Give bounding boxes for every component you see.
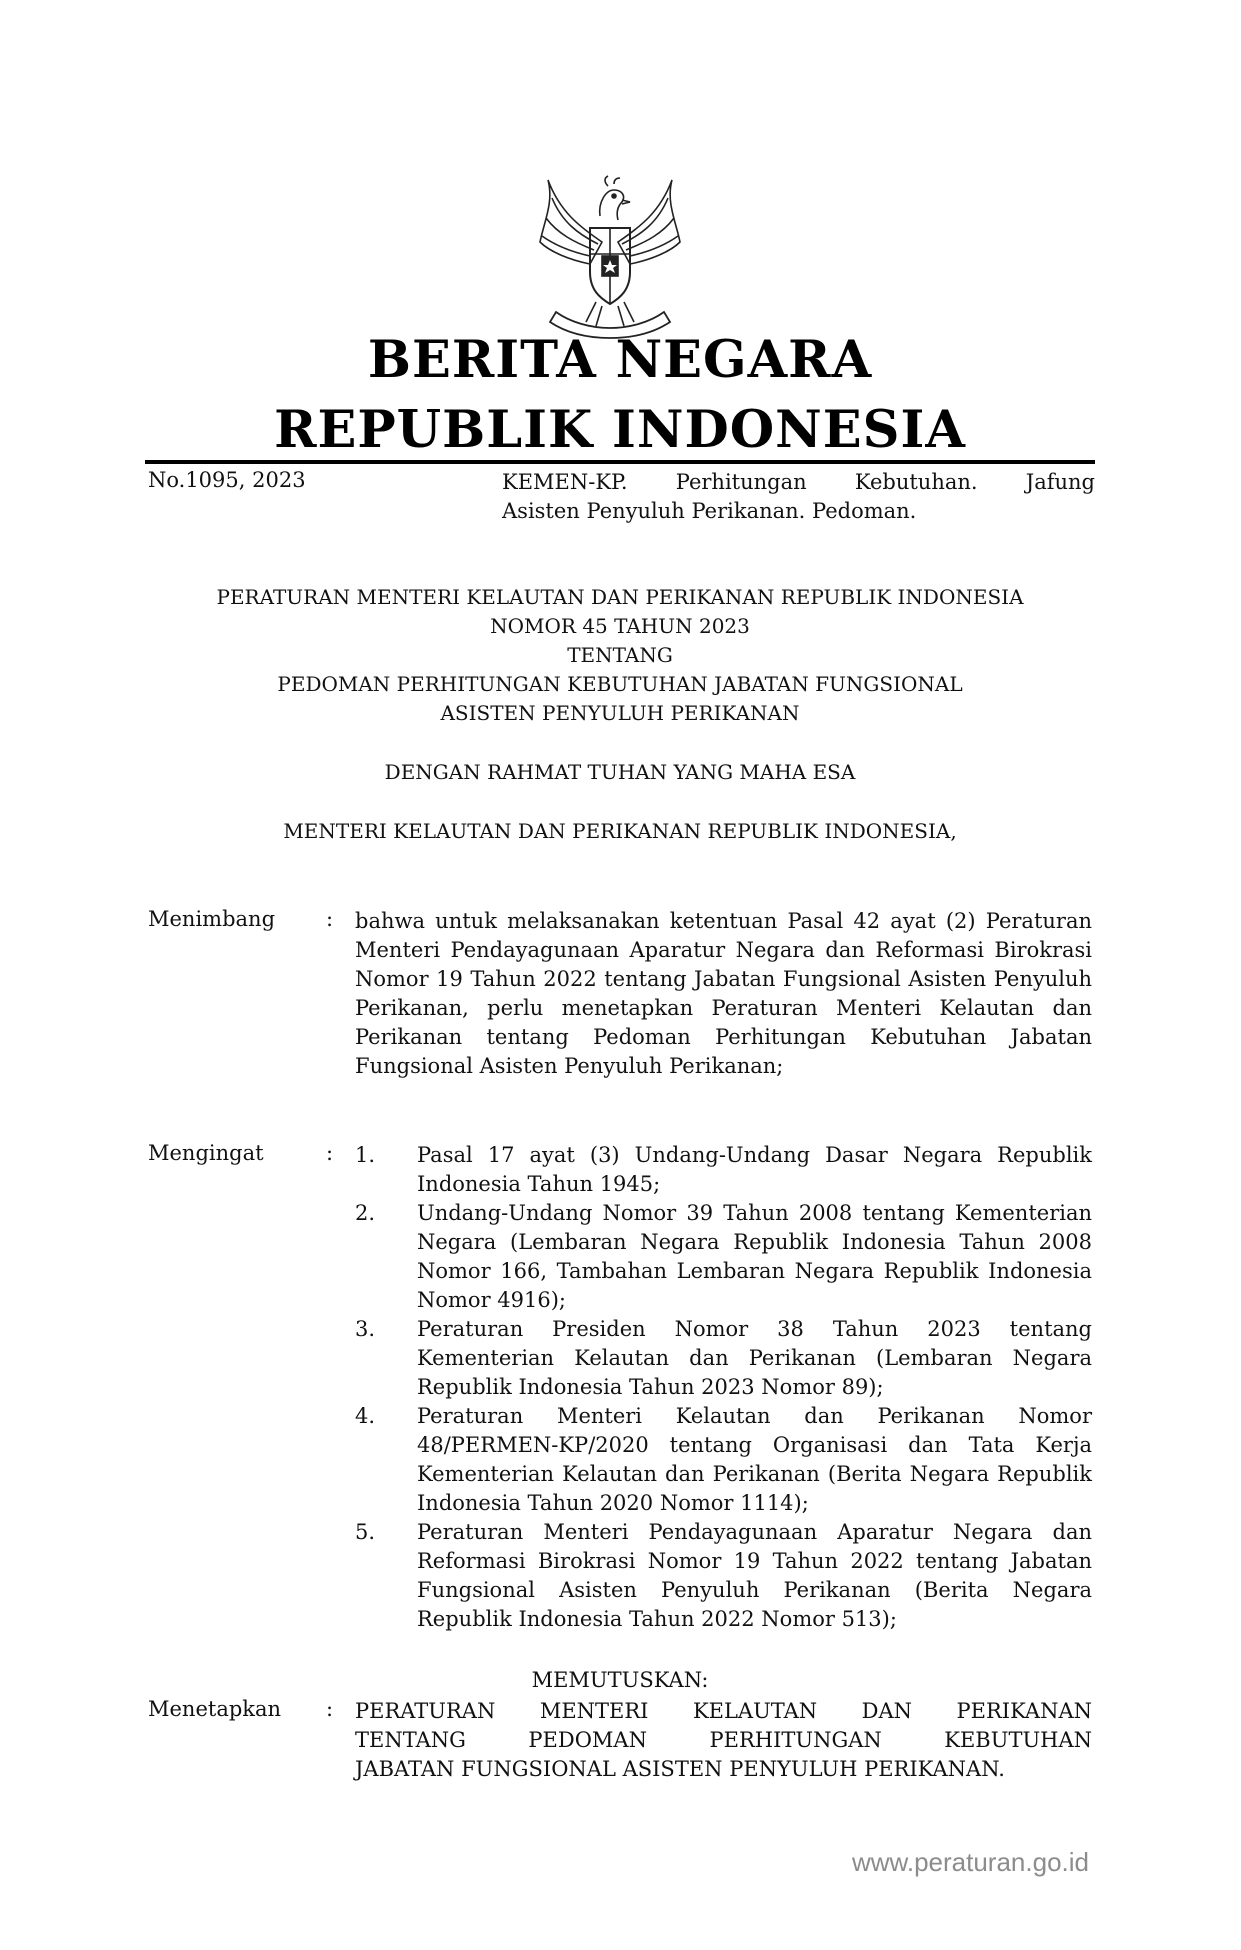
regulation-title-line5: ASISTEN PENYULUH PERIKANAN bbox=[440, 701, 800, 725]
masthead-title-line1: BERITA NEGARA bbox=[367, 330, 873, 390]
mengingat-colon: : bbox=[326, 1141, 334, 1165]
regulation-title-line3: TENTANG bbox=[567, 643, 673, 667]
website-link[interactable]: www.peraturan.go.id bbox=[851, 1847, 1089, 1877]
menetapkan-line2: TENTANG PEDOMAN PERHITUNGAN KEBUTUHAN bbox=[355, 1728, 1092, 1752]
list-item bbox=[355, 1402, 1092, 1518]
mengingat-list bbox=[355, 1141, 1092, 1634]
list-item-text: Peraturan Menteri Pendayagunaan Aparatur Negara dan Reformasi Birokrasi Nomor 19 Tahun 2022 tentang Jabatan Fungsional Asisten Penyuluh Perikanan (Berita Negara Republik Indonesia Tahun 2022 Nomor 513); bbox=[417, 1520, 1092, 1631]
menetapkan-line1: PERATURAN MENTERI KELAUTAN DAN PERIKANAN bbox=[355, 1699, 1092, 1723]
gazette-subject-line2: Asisten Penyuluh Perikanan. Pedoman. bbox=[502, 499, 917, 523]
list-item bbox=[355, 1199, 1092, 1315]
memutuskan-heading: MEMUTUSKAN: bbox=[531, 1668, 709, 1692]
menetapkan-label: Menetapkan bbox=[148, 1697, 282, 1721]
list-item-number: 1. bbox=[355, 1143, 376, 1167]
list-item-text: Peraturan Presiden Nomor 38 Tahun 2023 tentang Kementerian Kelautan dan Perikanan (Lembaran Negara Republik Indonesia Tahun 2023 Nomor 89); bbox=[417, 1317, 1092, 1399]
menimbang-label: Menimbang bbox=[148, 907, 276, 931]
gazette-number: No.1095, 2023 bbox=[148, 468, 306, 492]
mengingat-label: Mengingat bbox=[148, 1141, 264, 1165]
list-item-text: Peraturan Menteri Kelautan dan Perikanan Nomor 48/PERMEN-KP/2020 tentang Organisasi dan Tata Kerja Kementerian Kelautan dan Perikanan (Berita Negara Republik Indonesia Tahun 2020 Nomor 1114); bbox=[417, 1404, 1092, 1515]
list-item-number: 5. bbox=[355, 1520, 376, 1544]
list-item-number: 3. bbox=[355, 1317, 376, 1341]
menimbang-colon: : bbox=[326, 907, 334, 931]
list-item bbox=[355, 1141, 1092, 1199]
menetapkan-text bbox=[355, 1697, 1092, 1784]
menetapkan-line3: JABATAN FUNGSIONAL ASISTEN PENYULUH PERIKANAN. bbox=[355, 1757, 1005, 1781]
list-item bbox=[355, 1518, 1092, 1634]
preamble-rahmat: DENGAN RAHMAT TUHAN YANG MAHA ESA bbox=[384, 760, 856, 784]
gazette-subject bbox=[502, 468, 1095, 526]
masthead-divider bbox=[145, 460, 1095, 464]
regulation-title-line2: NOMOR 45 TAHUN 2023 bbox=[490, 614, 750, 638]
list-item-text: Undang-Undang Nomor 39 Tahun 2008 tentang Kementerian Negara (Lembaran Negara Republik Indonesia Tahun 2008 Nomor 166, Tambahan Lembaran Negara Republik Indonesia Nomor 4916); bbox=[417, 1201, 1092, 1312]
menetapkan-colon: : bbox=[326, 1697, 334, 1721]
regulation-title-line4: PEDOMAN PERHITUNGAN KEBUTUHAN JABATAN FUNGSIONAL bbox=[277, 672, 963, 696]
gazette-subject-line1: KEMEN-KP. Perhitungan Kebutuhan. Jafung bbox=[502, 470, 1095, 494]
list-item-number: 4. bbox=[355, 1404, 376, 1428]
list-item-text: Pasal 17 ayat (3) Undang-Undang Dasar Negara Republik Indonesia Tahun 1945; bbox=[417, 1143, 1092, 1196]
preamble-menteri: MENTERI KELAUTAN DAN PERIKANAN REPUBLIK INDONESIA, bbox=[283, 819, 957, 843]
masthead-title-line2: REPUBLIK INDONESIA bbox=[274, 400, 966, 460]
garuda-emblem-icon bbox=[530, 172, 690, 340]
list-item-number: 2. bbox=[355, 1201, 376, 1225]
menimbang-text: bahwa untuk melaksanakan ketentuan Pasal 42 ayat (2) Peraturan Menteri Pendayagunaan Aparatur Negara dan Reformasi Birokrasi Nomor 19 Tahun 2022 tentang Jabatan Fungsional Asisten Penyuluh Perikanan, perlu menetapkan Peraturan Menteri Kelautan dan Perikanan tentang Pedoman Perhitungan Kebutuhan Jabatan Fungsional Asisten Penyuluh Perikanan; bbox=[355, 909, 1092, 1078]
regulation-title-line1: PERATURAN MENTERI KELAUTAN DAN PERIKANAN REPUBLIK INDONESIA bbox=[216, 585, 1024, 609]
list-item bbox=[355, 1315, 1092, 1402]
regulation-title bbox=[145, 583, 1095, 728]
